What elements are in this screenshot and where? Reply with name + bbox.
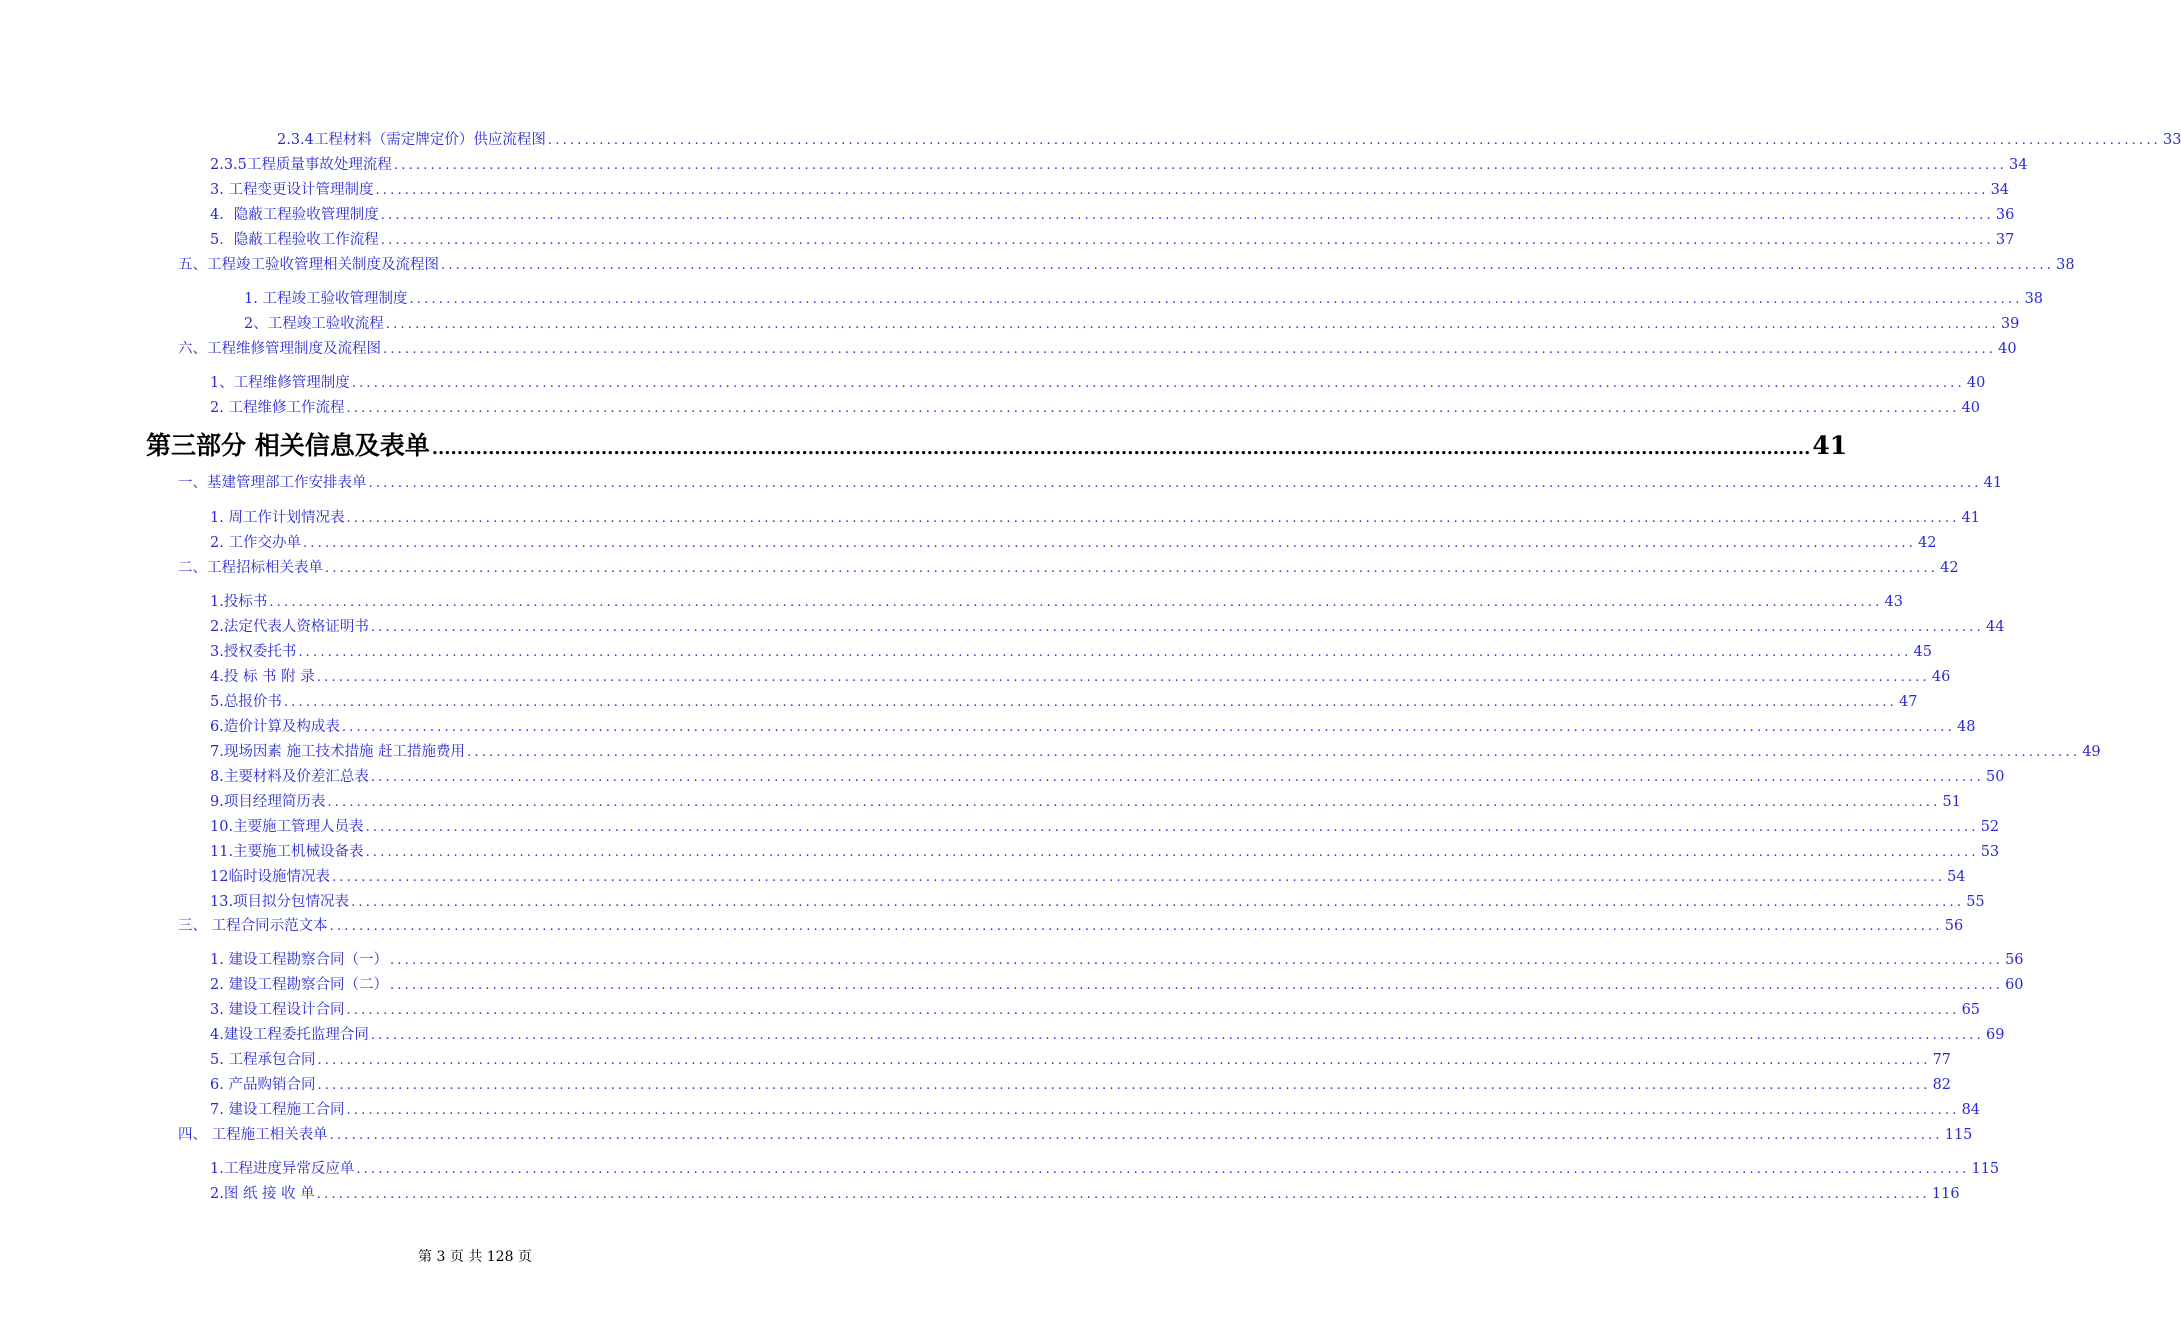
toc-page-number: 38 [2024, 291, 2044, 307]
toc-dot-leader: ............................................................................................................................................................................................................................ [298, 645, 1912, 660]
toc-page-number: 41 [1812, 431, 1848, 460]
toc-dot-leader: ............................................................................................................................................................................................................................ [316, 670, 1930, 685]
toc-page-number: 56 [2005, 952, 2024, 968]
toc-entry[interactable] [210, 1023, 2005, 1044]
toc-dot-leader: ............................................................................................................................................................................................................................ [547, 133, 2162, 148]
toc-entry[interactable] [210, 1157, 2000, 1178]
toc-entry-label: 五、工程竣工验收管理相关制度及流程图 [178, 257, 439, 273]
toc-page-number: 39 [2000, 316, 2020, 332]
toc-page-number: 115 [1971, 1161, 2000, 1177]
toc-page-number: 50 [1985, 769, 2005, 785]
toc-entry-label: 2. 工作交办单 [210, 535, 301, 551]
page-footer: 第 3 页 共 128 页 [418, 1249, 532, 1265]
toc-entry-label: 1. 工程竣工验收管理制度 [244, 291, 408, 307]
toc-dot-leader: ............................................................................................................................................................................................................................ [370, 620, 1984, 635]
toc-entry[interactable] [210, 890, 1985, 911]
toc-page-number: 33 [2163, 132, 2181, 148]
toc-entry[interactable] [210, 740, 2101, 761]
toc-dot-leader: ............................................................................................................................................................................................................................ [380, 233, 1994, 248]
toc-dot-leader: ............................................................................................................................................................................................................................ [346, 401, 1960, 416]
toc-page-number: 49 [2082, 744, 2101, 760]
toc-page-number: 37 [1995, 232, 2015, 248]
toc-entry[interactable] [210, 1048, 1952, 1069]
toc-dot-leader: ............................................................................................................................................................................................................................ [346, 1103, 1960, 1118]
toc-dot-leader: ............................................................................................................................................................................................................................ [375, 183, 1989, 198]
toc-entry[interactable] [210, 371, 1986, 392]
toc-page-number: 82 [1932, 1077, 1952, 1093]
toc-entry[interactable] [210, 531, 1937, 552]
toc-entry[interactable] [210, 790, 1961, 811]
toc-entry-label: 2.3.5工程质量事故处理流程 [210, 157, 392, 173]
toc-entry-label: 1、工程维修管理制度 [210, 375, 350, 391]
toc-dot-leader: ............................................................................................................................................................................................................................ [368, 476, 1982, 491]
toc-page-number: 47 [1898, 694, 1918, 710]
toc-entry[interactable] [210, 178, 2010, 199]
toc-entry-label: 12临时设施情况表 [210, 869, 330, 885]
toc-dot-leader: ............................................................................................................................................................................................................................ [341, 720, 1955, 735]
toc-dot-leader: ............................................................................................................................................................................................................................ [389, 978, 2004, 993]
toc-page-number: 34 [2009, 157, 2028, 173]
toc-entry-label: 7.现场因素 施工技术措施 赶工措施费用 [210, 744, 466, 760]
toc-dot-leader: ............................................................................................................................................................................................................................ [351, 376, 1965, 391]
toc-entry-label: 5．隐蔽工程验收工作流程 [210, 232, 379, 248]
toc-entry[interactable] [210, 840, 2000, 861]
toc-dot-leader: ............................................................................................................................................................................................................................ [317, 1053, 1931, 1068]
toc-page-number: 42 [1940, 560, 1959, 576]
toc-dot-leader: ............................................................................................................................................................................................................................ [346, 1003, 1960, 1018]
toc-entry[interactable] [210, 998, 1981, 1019]
toc-dot-leader: ............................................................................................................................................................................................................................ [269, 595, 1883, 610]
toc-entry-label: 二、工程招标相关表单 [178, 560, 323, 576]
toc-page-number: 45 [1913, 644, 1932, 660]
toc-dot-leader: ............................................................................................................................................................................................................................ [283, 695, 1897, 710]
toc-entry-label: 1. 周工作计划情况表 [210, 510, 345, 526]
toc-entry[interactable] [210, 948, 2024, 969]
toc-entry-label: 2.法定代表人资格证明书 [210, 619, 369, 635]
toc-page-number: 48 [1956, 719, 1976, 735]
toc-entry-label: 10.主要施工管理人员表 [210, 819, 364, 835]
toc-entry-label: 2、工程竣工验收流程 [244, 316, 384, 332]
toc-entry-label: 2. 工程维修工作流程 [210, 400, 345, 416]
toc-entry[interactable] [210, 1098, 1981, 1119]
toc-entry-label: 9.项目经理简历表 [210, 794, 326, 810]
toc-dot-leader: ............................................................................................................................................................................................................................ [316, 1187, 1930, 1202]
toc-page-number: 84 [1961, 1102, 1981, 1118]
toc-entry-label: 一、基建管理部工作安排表单 [178, 475, 367, 491]
toc-page-number: 42 [1918, 535, 1937, 551]
toc-entry-label: 3. 建设工程设计合同 [210, 1002, 345, 1018]
toc-page-number: 115 [1944, 1127, 1973, 1143]
toc-page-number: 41 [1983, 475, 2003, 491]
toc-entry-label: 3.授权委托书 [210, 644, 297, 660]
toc-dot-leader: ............................................................................................................................................................................................................................ [356, 1162, 1970, 1177]
toc-entry[interactable] [210, 690, 1918, 711]
toc-entry[interactable] [210, 815, 2000, 836]
toc-dot-leader: ............................................................................................................................................................................................................................ [325, 561, 1939, 576]
toc-dot-leader: ............................................................................................................................................................................................................................ [346, 511, 1960, 526]
toc-page-number: 56 [1944, 918, 1964, 934]
toc-entry[interactable] [178, 253, 2075, 274]
toc-entry[interactable] [178, 337, 2017, 358]
toc-entry-label: 5.总报价书 [210, 694, 282, 710]
toc-entry-label: 1.工程进度异常反应单 [210, 1161, 355, 1177]
toc-page-number: 60 [2005, 977, 2024, 993]
toc-entry-label: 7. 建设工程施工合同 [210, 1102, 345, 1118]
toc-entry-label: 8.主要材料及价差汇总表 [210, 769, 369, 785]
toc-entry-label: 5. 工程承包合同 [210, 1052, 316, 1068]
toc-entry-label: 6. 产品购销合同 [210, 1077, 316, 1093]
toc-entry-label: 6.造价计算及构成表 [210, 719, 340, 735]
toc-dot-leader: ............................................................................................................................................................................................................................ [441, 258, 2055, 273]
toc-dot-leader: ............................................................................................................................................................................................................................ [393, 158, 2008, 173]
toc-page-number: 55 [1966, 894, 1985, 910]
toc-page-number: 41 [1961, 510, 1981, 526]
toc-entry[interactable] [210, 765, 2005, 786]
toc-dot-leader: ............................................................................................................................................................................................................................ [317, 1078, 1931, 1093]
toc-page-number: 44 [1985, 619, 2005, 635]
toc-dot-leader: ............................................................................................................................................................................................................................ [383, 342, 1997, 357]
toc-page-number: 65 [1961, 1002, 1981, 1018]
toc-entry[interactable] [146, 426, 1848, 462]
toc-entry-label: 1.投标书 [210, 594, 268, 610]
toc-entry[interactable] [210, 865, 1966, 886]
toc-entry[interactable] [210, 973, 2024, 994]
toc-entry[interactable] [210, 228, 2015, 249]
toc-page-number: 46 [1931, 669, 1951, 685]
toc-entry[interactable] [210, 715, 1976, 736]
toc-dot-leader: ............................................................................................................................................................................................................................ [302, 536, 1917, 551]
toc-page-number: 51 [1942, 794, 1961, 810]
toc-entry[interactable] [210, 1073, 1952, 1094]
toc-entry-label: 三、 工程合同示范文本 [178, 918, 328, 934]
toc-entry[interactable] [210, 506, 1981, 527]
toc-entry[interactable] [210, 665, 1951, 686]
toc-dot-leader: ............................................................................................................................................................................................................................ [370, 1028, 1984, 1043]
toc-entry[interactable] [244, 287, 2044, 308]
toc-dot-leader: ............................................................................................................................................................................................................................ [431, 438, 1811, 459]
toc-dot-leader: ............................................................................................................................................................................................................................ [389, 953, 2004, 968]
toc-entry-label: 1. 建设工程勘察合同（一） [210, 952, 388, 968]
toc-dot-leader: ............................................................................................................................................................................................................................ [370, 770, 1984, 785]
toc-entry-label: 11.主要施工机械设备表 [210, 844, 364, 860]
toc-page-number: 36 [1995, 207, 2015, 223]
toc-entry-label: 4.建设工程委托监理合同 [210, 1027, 369, 1043]
toc-page-number: 54 [1947, 869, 1966, 885]
toc-entry[interactable] [178, 914, 1964, 935]
toc-entry[interactable] [210, 615, 2005, 636]
toc-dot-leader: ............................................................................................................................................................................................................................ [385, 317, 1999, 332]
toc-dot-leader: ............................................................................................................................................................................................................................ [327, 795, 1941, 810]
toc-entry[interactable] [244, 312, 2020, 333]
toc-entry-label: 2.3.4工程材料（需定牌定价）供应流程图 [277, 132, 546, 148]
toc-dot-leader: ............................................................................................................................................................................................................................ [467, 745, 2081, 760]
toc-dot-leader: ............................................................................................................................................................................................................................ [380, 208, 1994, 223]
toc-page-number: 53 [1980, 844, 2000, 860]
toc-entry[interactable] [178, 471, 2003, 492]
toc-dot-leader: ............................................................................................................................................................................................................................ [409, 292, 2023, 307]
toc-entry-label: 3. 工程变更设计管理制度 [210, 182, 374, 198]
toc-entry-label: 13.项目拟分包情况表 [210, 894, 350, 910]
toc-page-number: 43 [1884, 594, 1903, 610]
toc-entry[interactable] [178, 1123, 1973, 1144]
toc-entry-label: 4.投 标 书 附 录 [210, 669, 315, 685]
toc-page-number: 40 [1961, 400, 1981, 416]
toc-entry-label: 六、工程维修管理制度及流程图 [178, 341, 381, 357]
toc-entry-label: 2. 建设工程勘察合同（二） [210, 977, 388, 993]
toc-entry-label: 4．隐蔽工程验收管理制度 [210, 207, 379, 223]
toc-dot-leader: ............................................................................................................................................................................................................................ [331, 870, 1946, 885]
toc-page-number: 40 [1966, 375, 1986, 391]
toc-dot-leader: ............................................................................................................................................................................................................................ [365, 845, 1979, 860]
toc-entry-label: 2.图 纸 接 收 单 [210, 1186, 315, 1202]
toc-dot-leader: ............................................................................................................................................................................................................................ [329, 1128, 1943, 1143]
toc-entry[interactable] [210, 590, 1903, 611]
toc-page-number: 77 [1932, 1052, 1952, 1068]
toc-entry[interactable] [178, 556, 1959, 577]
toc-entry[interactable] [210, 640, 1932, 661]
toc-entry[interactable] [210, 153, 2028, 174]
toc-entry[interactable] [277, 128, 2181, 149]
toc-page-number: 52 [1980, 819, 2000, 835]
toc-page-number: 34 [1990, 182, 2010, 198]
toc-page-number: 40 [1998, 341, 2017, 357]
toc-page-number: 38 [2056, 257, 2075, 273]
toc-dot-leader: ............................................................................................................................................................................................................................ [351, 895, 1965, 910]
toc-entry-label: 四、 工程施工相关表单 [178, 1127, 328, 1143]
toc-entry[interactable] [210, 203, 2015, 224]
toc-dot-leader: ............................................................................................................................................................................................................................ [365, 820, 1979, 835]
toc-entry-label: 第三部分 相关信息及表单 [146, 431, 430, 460]
toc-page-number: 69 [1985, 1027, 2005, 1043]
toc-dot-leader: ............................................................................................................................................................................................................................ [329, 919, 1943, 934]
toc-entry[interactable] [210, 396, 1981, 417]
toc-page-number: 116 [1931, 1186, 1960, 1202]
toc-entry[interactable] [210, 1182, 1960, 1203]
